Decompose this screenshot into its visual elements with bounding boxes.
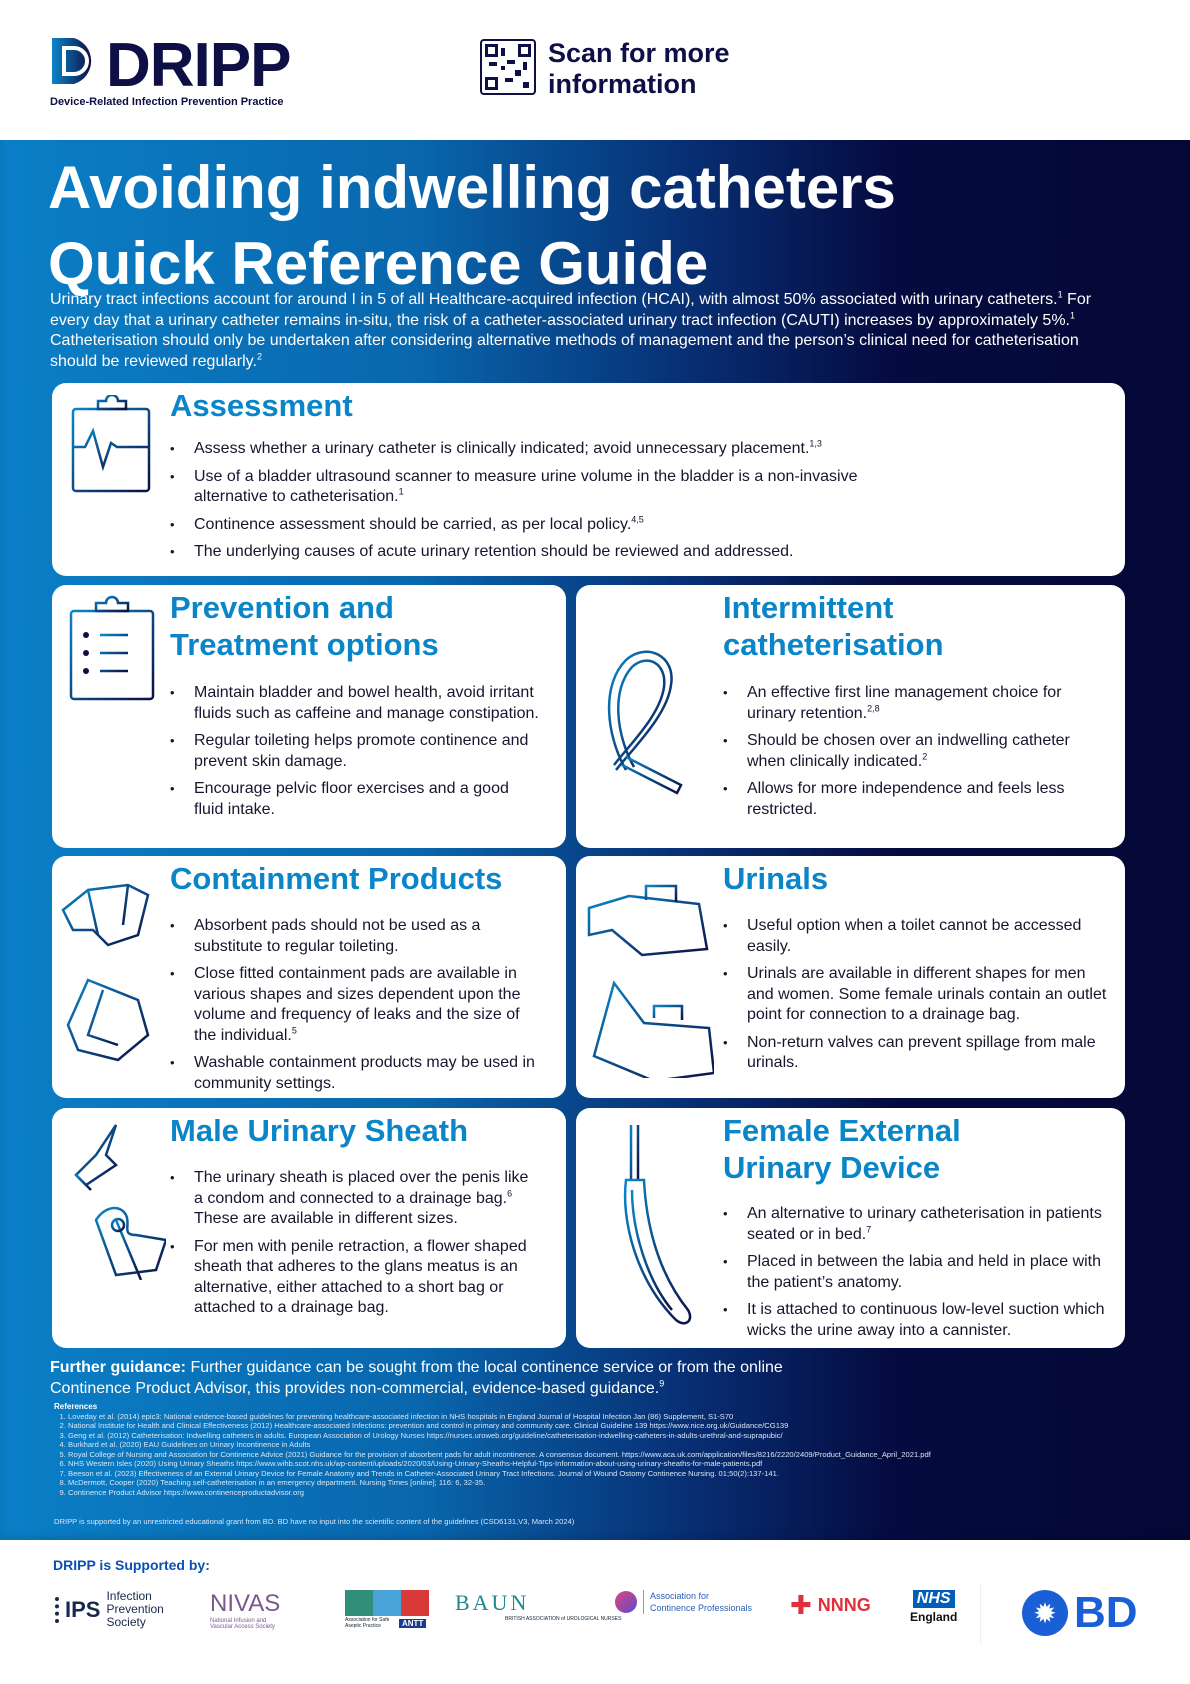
list-item: • Should be chosen over an indwelling catheter when clinically indicated.$^2$ [723,731,1103,772]
list-item: • Encourage pelvic floor exercises and a good fluid intake. [170,779,540,820]
list-item: • The urinary sheath is placed over the penis like a condom and connected to a drainage bag.$^6$ These are available in different sizes. [170,1168,540,1230]
qr-code[interactable] [480,39,536,95]
ips-logo: IPS Infection Prevention Society [55,1590,176,1629]
nnng-logo: ✚ NNNG [790,1590,871,1620]
references: References 1. Loveday et al. (2014) epic3: National evidence-based guidelines for preventing healthcare-associated infection in NHS hospitals in England Journal of Hospital Infection Jan (86) Supplement, S1-S70 2. National Institute for Health and Clinical Effectiveness (2012) Healthcare-associated Infections: prevention and control in primary and community care. Clinical Guideline 139 https://www.nice.org.uk/Guidance/CG139 3. Geng et al. (2012) Catheterisation: Indwelling catheters in adults. European Association of Urology Nurses https://nurses.uroweb.org/guideline/catheterisation-indwelling-catheters-in-adults-urethral-and-suprapubic/ 4. Burkhard et al. (2020) EAU Guidelines on Urinary Incontinence in Adults 5. Royal College of Nursing and Association for Continence Advice (2021) Guidance for the provision of absorbent pads for adult incontinence. A consensus document. https://www.aca.uk.com/application/files/8216/2220/2409/Product_Guidance_April_2021.pdf 6. NHS Western Isles (2020) Using Urinary Sheaths https://www.wihb.scot.nhs.uk/wp-content/uploads/2020/03/Using-Urinary-Sheaths-Helpful-Tips-Information-about-using-urinary-sheaths-for-male-patients.pdf 7. Beeson et al. (2023) Effectiveness of an External Urinary Device for Female Anatomy and Trends in Catheter-Associated Urinary Tract Infections. Journal of Wound Ostomy Continence Nursing. 01;50(2):137-141. 8. McDermott, Cooper (2020) Teaching self-catheterisation in an emergency department. Nursing Times [online]; 116: 6, 32-35. 9. Continence Product Advisor https://www.continenceproductadvisor.org [54,1402,931,1497]
list-item: • Use of a bladder ultrasound scanner to measure urine volume in the bladder is a non-invasive alternative to catheterisation.$^1$ [170,467,890,508]
sheath-heading: Male Urinary Sheath [170,1113,469,1148]
assessment-heading: Assessment [170,388,353,423]
list-item: • It is attached to continuous low-level suction which wicks the urine away into a cannister. [723,1300,1113,1341]
reference-item: 5. Royal College of Nursing and Association for Continence Advice (2021) Guidance for the provision of absorbent pads for adult incontinence. A consensus document. https://www.aca.uk.com/application/files/8216/2220/2409/Product_Guidance_April_2021.pdf [68,1450,931,1460]
list-item: • Close fitted containment pads are available in various shapes and sizes dependent upon the volume and frequency of leaks and the size of the individual.$^5$ [170,964,545,1046]
list-item: • Regular toileting helps promote continence and prevent skin damage. [170,731,540,772]
female-list [723,1204,1113,1348]
list-item: • Placed in between the labia and held in place with the patient’s anatomy. [723,1252,1113,1293]
containment-list [170,916,545,1101]
list-item: • Absorbent pads should not be used as a substitute to regular toileting. [170,916,545,957]
scan-prompt: Scan for more information [548,38,730,99]
female-heading: Female External Urinary Device [723,1113,961,1185]
list-item: • The underlying causes of acute urinary retention should be reviewed and addressed. [170,542,890,563]
acfp-logo: Association for Continence Professionals [615,1590,752,1614]
reference-item: 8. McDermott, Cooper (2020) Teaching self-catheterisation in an emergency department. Nursing Times [online]; 116: 6, 32-35. [68,1478,931,1488]
female-device-card [576,1108,1125,1348]
containment-heading: Containment Products [170,861,503,896]
prevention-heading: Prevention and Treatment options [170,590,439,662]
clipboard-heartbeat-icon [70,395,152,495]
bd-starburst-icon: ✹ [1022,1590,1068,1636]
list-item: • Continence assessment should be carried, as per local policy.$^{4,5}$ [170,515,890,536]
reference-item: 9. Continence Product Advisor https://www.continenceproductadvisor.org [68,1488,931,1498]
support-note: DRIPP is supported by an unrestricted educational grant from BD. BD have no input into the scientific content of the guidelines (CSD6131,V3, March 2024) [54,1517,575,1526]
baun-logo: BAUN BRITISH ASSOCIATION of UROLOGICAL NURSES [455,1590,622,1622]
asap-antt-logo: Association for Safe Aseptic Practice ANTT [345,1590,429,1629]
urinal-icon [584,878,714,1078]
list-item: • An alternative to urinary catheterisation in patients seated or in bed.$^7$ [723,1204,1113,1245]
qr-code-icon [485,44,531,90]
reference-item: 1. Loveday et al. (2014) epic3: National evidence-based guidelines for preventing healthcare-associated infection in NHS hospitals in England Journal of Hospital Infection Jan (86) Supplement, S1-S70 [68,1412,931,1422]
catheter-loop-icon [596,645,706,795]
prevention-card [52,585,566,848]
clipboard-list-icon [68,595,156,703]
footer: DRIPP is Supported by: IPS Infection Prevention Society NIVAS National Infusion and Vascular Access Society Association for Safe Aseptic Practice ANTT BAUN BRITISH ASSOCIATION of UROLOGICAL NURSES Association for Continence Professionals ✚ NNNG NHS England ✹ BD [0,1540,1190,1684]
divider [980,1584,981,1644]
intro-text: Urinary tract infections account for around I in 5 of all Healthcare-acquired infection (HCAI), with almost 50% associated with urinary catheters.$^1$ For every day that a urinary catheter remains in-situ, the risk of a catheter-associated urinary tract infection (CAUTI) increases by approximately 5%.$^1$ Catheterisation should only be undertaken after considering alternative methods of management and the person’s clinical need for catheterisation should be reviewed regularly.$^2$ [50,289,1092,370]
absorbent-pad-icon [58,870,162,1070]
list-item: • An effective first line management choice for urinary retention.$^{2,8}$ [723,683,1103,724]
dripp-shield-icon [50,36,100,86]
list-item: • Useful option when a toilet cannot be accessed easily. [723,916,1113,957]
header [0,0,1190,140]
intermittent-list [723,683,1103,827]
list-item: • Assess whether a urinary catheter is clinically indicated; avoid unnecessary placement.$^{1,3}$ [170,439,890,460]
reference-item: 2. National Institute for Health and Clinical Effectiveness (2012) Healthcare-associated Infections: prevention and control in primary and community care. Clinical Guideline 139 https://www.nice.org.uk/Guidance/CG139 [68,1421,931,1431]
intermittent-heading: Intermittent catheterisation [723,590,944,662]
urinary-sheath-icon [66,1120,166,1280]
list-item: • Urinals are available in different shapes for men and women. Some female urinals contain an outlet point for connection to a drainage bag. [723,964,1113,1026]
prevention-list [170,683,540,827]
dripp-logo: DRIPP Device-Related Infection Prevention Practice [50,31,291,108]
nhs-england-logo: NHS England [910,1590,958,1624]
reference-item: 3. Geng et al. (2012) Catheterisation: Indwelling catheters in adults. European Association of Urology Nurses https://nurses.uroweb.org/guideline/catheterisation-indwelling-catheters-in-adults-urethral-and-suprapubic/ [68,1431,931,1441]
reference-item: 6. NHS Western Isles (2020) Using Urinary Sheaths https://www.wihb.scot.nhs.uk/wp-content/uploads/2020/03/Using-Urinary-Sheaths-Helpful-Tips-Information-about-using-urinary-sheaths-for-male-patients.pdf [68,1459,931,1469]
intermittent-card [576,585,1125,848]
bd-logo: ✹ BD [1022,1588,1138,1638]
list-item: • Allows for more independence and feels less restricted. [723,779,1103,820]
list-item: • Washable containment products may be used in community settings. [170,1053,545,1094]
assessment-card [52,383,1125,576]
assessment-list [170,439,890,570]
female-external-device-icon [616,1120,696,1330]
list-item: • Non-return valves can prevent spillage from male urinals. [723,1033,1113,1074]
male-sheath-card [52,1108,566,1348]
main-panel [0,140,1190,1540]
sheath-list [170,1168,540,1326]
urinals-list [723,916,1113,1081]
list-item: • For men with penile retraction, a flower shaped sheath that adheres to the glans meatus is an alternative, either attached to a short bag or attached to a drainage bag. [170,1237,540,1319]
list-item: • Maintain bladder and bowel health, avoid irritant fluids such as caffeine and manage constipation. [170,683,540,724]
urinals-heading: Urinals [723,861,829,896]
containment-card [52,856,566,1098]
nivas-logo: NIVAS National Infusion and Vascular Access Society [210,1590,281,1630]
further-guidance: Further guidance: Further guidance can be sought from the local continence service or from the online Continence Product Advisor, this provides non-commercial, evidence-based guidance.$^9$ [50,1359,783,1397]
page-title: Avoiding indwelling catheters Quick Reference Guide [48,154,896,297]
reference-item: 4. Burkhard et al. (2020) EAU Guidelines on Urinary Incontinence in Adults [68,1440,931,1450]
reference-item: 7. Beeson et al. (2023) Effectiveness of an External Urinary Device for Female Anatomy and Trends in Catheter-Associated Urinary Tract Infections. Journal of Wound Ostomy Continence Nursing. 01;50(2):137-141. [68,1469,931,1479]
urinals-card [576,856,1125,1098]
